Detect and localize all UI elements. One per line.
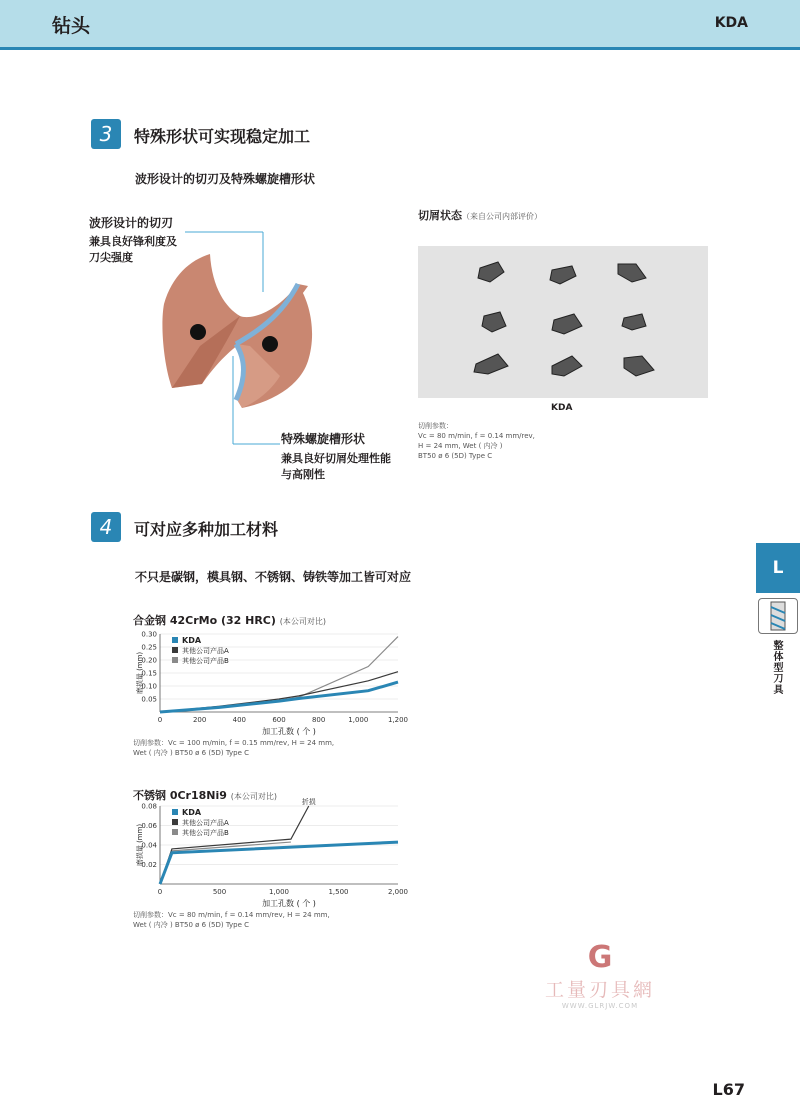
chip-param-line: BT50 ø 6 (5D) Type C (418, 452, 493, 460)
y-axis-label: 磨损量 (mm) (136, 823, 144, 867)
y-tick-label: 0.06 (141, 822, 157, 830)
y-tick-label: 0.08 (141, 802, 157, 811)
chart-param-line: 切削参数：Vc = 100 m/min, f = 0.15 mm/rev, H = 24 mm, (133, 739, 335, 747)
y-tick-label: 0.10 (141, 682, 157, 691)
watermark (520, 940, 680, 1010)
y-tick-label: 0.25 (141, 643, 157, 652)
section-3-number: 3 (91, 119, 121, 149)
y-tick-label: 0.02 (141, 861, 157, 869)
y-tick-label: 0.05 (141, 695, 157, 704)
chart-1-title: 合金钢 42CrMo (32 HRC) (133, 614, 276, 627)
page-number: L67 (712, 1080, 745, 1099)
x-axis-label: 加工孔数 ( 个 ) (262, 727, 316, 736)
chip-7 (474, 354, 508, 374)
x-tick-label: 0 (157, 716, 163, 724)
x-tick-label: 500 (212, 888, 227, 896)
section-3-subtitle: 波形设计的切刃及特殊螺旋槽形状 (135, 172, 316, 186)
flute-shape-desc-1: 兼具良好切屑处理性能 (281, 452, 391, 465)
section-tab-l[interactable]: L (756, 543, 800, 593)
x-tick-label: 200 (192, 716, 207, 724)
section-4-number: 4 (91, 512, 121, 542)
chip-state-heading: 切屑状态 (418, 209, 462, 222)
wave-edge-desc-1: 兼具良好锋利度及 (89, 235, 177, 248)
chart-2-title-note: (本公司对比) (230, 792, 278, 801)
chip-photo-svg (418, 246, 708, 398)
y-tick-label: 0.30 (141, 630, 157, 639)
chip-state-title (418, 207, 542, 223)
y-tick-label: 0.04 (141, 841, 157, 850)
x-tick-label: 1,000 (348, 716, 369, 724)
legend-swatch (172, 829, 178, 835)
chip-photo-caption: KDA (551, 403, 573, 413)
legend-swatch (172, 647, 178, 653)
x-tick-label: 1,500 (328, 888, 349, 896)
x-tick-label: 2,000 (387, 888, 409, 896)
solid-tool-icon (758, 598, 798, 634)
chart-param-line: 切削参数：Vc = 80 m/min, f = 0.14 mm/rev, H = 24 mm, (133, 911, 330, 919)
section-4-title: 可对应多种加工材料 (134, 520, 279, 539)
chart-1-title-note: (本公司对比) (279, 617, 327, 626)
chart-2-stainless-steel (128, 798, 418, 910)
chart-param-line: Wet ( 内冷 ) BT50 ø 6 (5D) Type C (133, 749, 250, 757)
wave-edge-label: 波形设计的切刃 (89, 216, 174, 230)
chart-param-line: Wet ( 内冷 ) BT50 ø 6 (5D) Type C (133, 921, 250, 929)
chip-9 (624, 356, 654, 376)
x-tick-label: 600 (272, 716, 286, 724)
section-4-subtitle: 不只是碳钢，模具钢、不锈钢、铸铁等加工皆可对应 (135, 570, 412, 584)
y-axis-label: 磨损量 (mm) (136, 651, 144, 695)
chip-5 (552, 314, 582, 334)
watermark-url: WWW.GLRJW.COM (561, 1002, 639, 1010)
x-tick-label: 1,200 (387, 716, 409, 724)
legend-label: 其他公司产品B (182, 829, 229, 837)
y-tick-label: 0.15 (141, 669, 157, 678)
x-axis-label: 加工孔数 ( 个 ) (262, 899, 316, 908)
chip-photo (418, 246, 708, 398)
brand-label: KDA (714, 15, 748, 31)
section-3-title: 特殊形状可实现稳定加工 (134, 127, 311, 146)
flute-shape-label: 特殊螺旋槽形状 (281, 432, 366, 446)
legend-swatch (172, 809, 178, 815)
wave-edge-desc-2: 刀尖强度 (89, 251, 133, 264)
coolant-hole-right (262, 336, 278, 352)
legend-label: 其他公司产品A (182, 819, 229, 827)
chip-1 (478, 262, 504, 282)
legend-label: 其他公司产品A (182, 647, 229, 655)
watermark-name: 工量刃具網 (544, 979, 655, 1001)
chip-param-line: Vc = 80 m/min, f = 0.14 mm/rev, (418, 432, 535, 440)
x-tick-label: 1,000 (268, 888, 290, 896)
chip-8 (552, 356, 582, 376)
chip-state-note: （来自公司内部评价） (462, 212, 542, 221)
legend-label: 其他公司产品B (182, 657, 229, 665)
chip-2 (550, 266, 576, 284)
legend-label: KDA (182, 808, 202, 817)
solid-tool-label: 整体型刀具 (771, 640, 782, 695)
page-header (0, 0, 800, 50)
chart-2-params (133, 910, 330, 930)
flute-shape-desc-2: 与高刚性 (281, 468, 325, 481)
chart-1-params (133, 738, 334, 758)
chart-2-title: 不锈钢 0Cr18Ni9 (133, 789, 227, 802)
x-tick-label: 0 (157, 888, 163, 896)
legend-label: KDA (182, 636, 202, 645)
y-tick-label: 0.20 (141, 656, 157, 665)
legend-swatch (172, 657, 178, 663)
coolant-hole-left (190, 324, 206, 340)
annotation-breakage: 折损 (301, 798, 316, 806)
series-line-kda (160, 682, 398, 712)
chip-4 (482, 312, 506, 332)
x-tick-label: 400 (232, 716, 247, 724)
chart-1-alloy-steel (128, 626, 418, 738)
drill-cross-section-illustration (80, 226, 410, 456)
chip-3 (618, 264, 646, 282)
watermark-logo: G (587, 940, 613, 975)
legend-swatch (172, 819, 178, 825)
legend-swatch (172, 637, 178, 643)
page-title: 钻头 (52, 15, 91, 37)
x-tick-label: 800 (311, 716, 326, 724)
solid-tool-icon-svg (759, 599, 797, 633)
chip-param-line: 切削参数： (418, 422, 453, 430)
chip-6 (622, 314, 646, 330)
chip-param-line: H = 24 mm, Wet ( 内冷 ) (418, 442, 503, 450)
series-line-kda (160, 842, 398, 884)
chip-params (418, 421, 535, 461)
